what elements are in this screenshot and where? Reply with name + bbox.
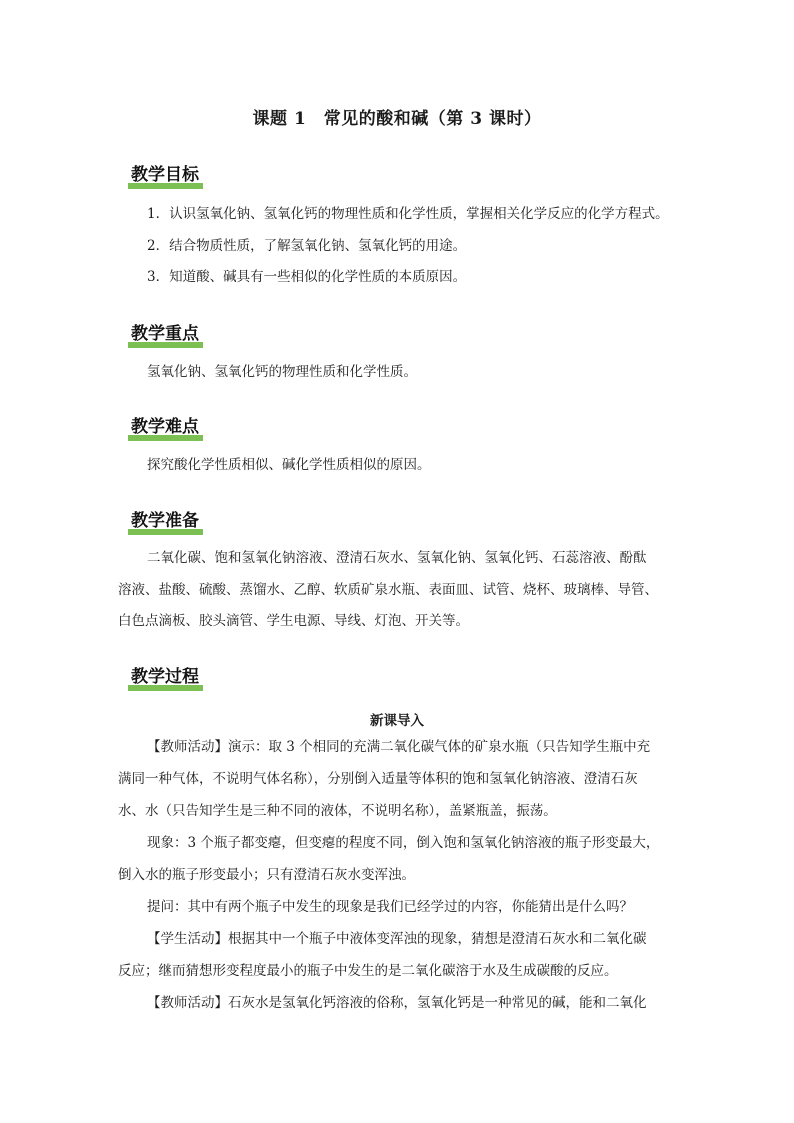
process-line: 倒入水的瓶子形变最小；只有澄清石灰水变浑浊。 <box>118 867 415 883</box>
objective-item: 2．结合物质性质，了解氢氧化钠、氢氧化钙的用途。 <box>147 238 467 254</box>
key-points-text: 氢氧化钠、氢氧化钙的物理性质和化学性质。 <box>147 364 417 380</box>
difficulties-text: 探究酸化学性质相似、碱化学性质相似的原因。 <box>147 457 431 473</box>
process-line: 【教师活动】演示：取 3 个相同的充满二氧化碳气体的矿泉水瓶（只告知学生瓶中充 <box>147 739 651 755</box>
process-line: 反应；继而猜想形变程度最小的瓶子中发生的是二氧化碳溶于水及生成碳酸的反应。 <box>118 963 618 979</box>
section-heading-difficulties: 教学难点 <box>128 412 203 439</box>
process-line: 现象：3 个瓶子都变瘪，但变瘪的程度不同，倒入饱和氢氧化钠溶液的瓶子形变最大， <box>147 835 660 851</box>
objective-item: 3．知道酸、碱具有一些相似的化学性质的本质原因。 <box>147 269 467 285</box>
process-line: 【学生活动】根据其中一个瓶子中液体变浑浊的现象，猜想是澄清石灰水和二氧化碳 <box>147 931 647 947</box>
section-heading-objectives: 教学目标 <box>128 160 203 187</box>
process-line: 满同一种气体，不说明气体名称），分别倒入适量等体积的饱和氢氧化钠溶液、澄清石灰 <box>118 771 638 787</box>
process-line: 提问：其中有两个瓶子中发生的现象是我们已经学过的内容，你能猜出是什么吗？ <box>147 899 633 915</box>
section-heading-key-points: 教学重点 <box>128 319 203 346</box>
preparation-line: 二氧化碳、饱和氢氧化钠溶液、澄清石灰水、氢氧化钠、氢氧化钙、石蕊溶液、酚酞 <box>147 550 647 566</box>
objective-item: 1．认识氢氧化钠、氢氧化钙的物理性质和化学性质，掌握相关化学反应的化学方程式。 <box>147 206 669 222</box>
process-line: 【教师活动】石灰水是氢氧化钙溶液的俗称，氢氧化钙是一种常见的碱，能和二氧化 <box>147 995 647 1011</box>
process-line: 水、水（只告知学生是三种不同的液体，不说明名称），盖紧瓶盖，振荡。 <box>118 803 557 819</box>
preparation-line: 白色点滴板、胶头滴管、学生电源、导线、灯泡、开关等。 <box>118 613 469 629</box>
subsection-title: 新课导入 <box>370 713 424 729</box>
section-heading-process: 教学过程 <box>128 662 203 689</box>
lesson-title: 课题 1 常见的酸和碱（第 3 课时） <box>252 109 542 129</box>
section-heading-preparation: 教学准备 <box>128 506 203 533</box>
preparation-line: 溶液、盐酸、硫酸、蒸馏水、乙醇、软质矿泉水瓶、表面皿、试管、烧杯、玻璃棒、导管、 <box>118 582 658 598</box>
